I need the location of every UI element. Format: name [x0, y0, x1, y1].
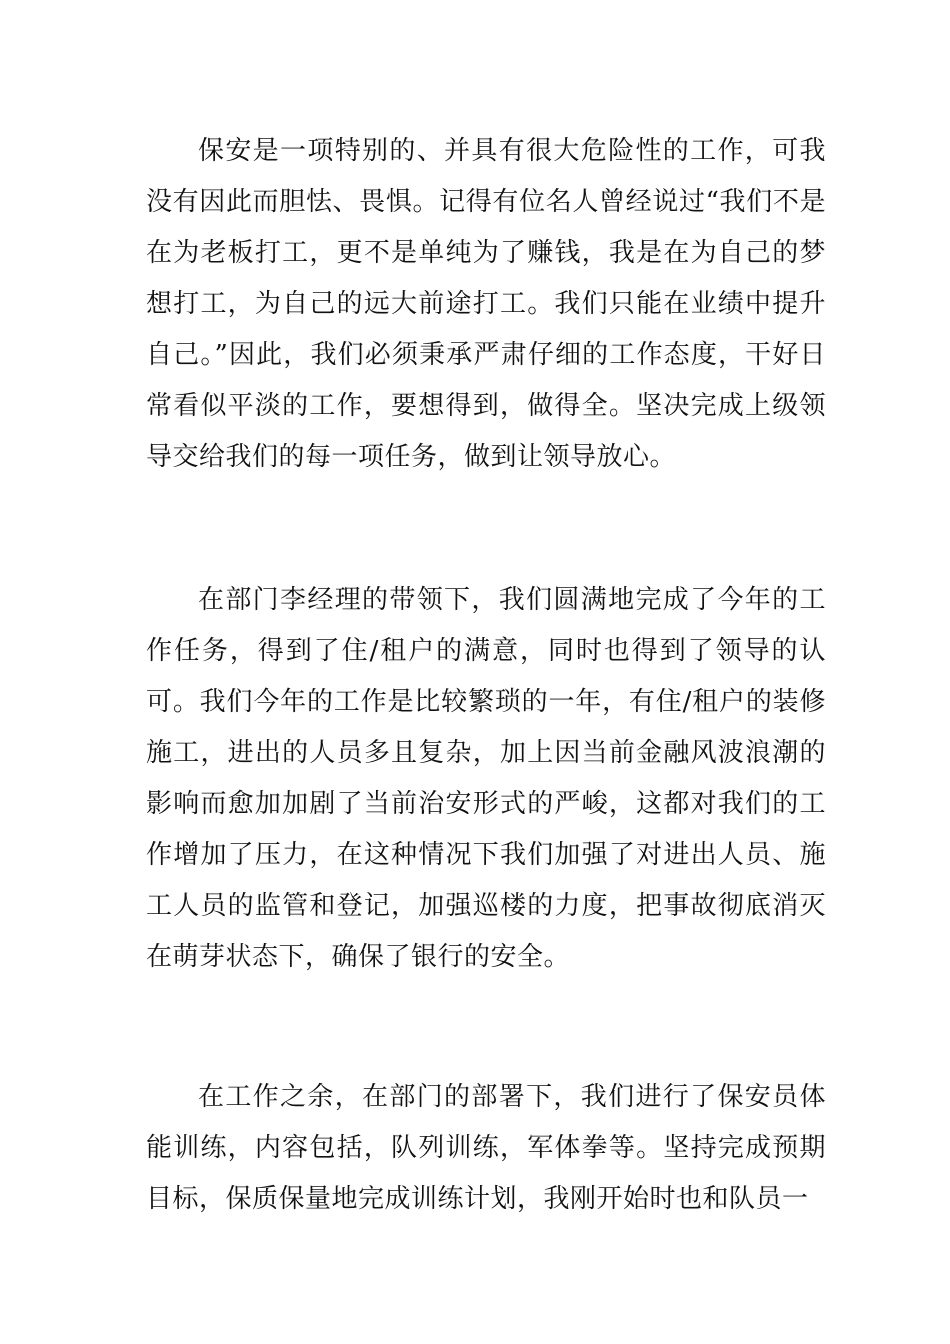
paragraph-3: 在工作之余，在部门的部署下，我们进行了保安员体能训练，内容包括，队列训练，军体拳等。坚持完成预期目标，保质保量地完成训练计划，我刚开始时也和队员一	[146, 1082, 826, 1214]
paragraph-1: 保安是一项特别的、并具有很大危险性的工作，可我没有因此而胆怯、畏惧。记得有位名人曾经说过“我们不是在为老板打工，更不是单纯为了赚钱，我是在为自己的梦想打工，为自己的远大前途打工。我们只能在业绩中提升自己。”因此，我们必须秉承严肃仔细的工作态度，干好日常看似平淡的工作，要想得到，做得全。坚决完成上级领导交给我们的每一项任务，做到让领导放心。	[146, 136, 826, 472]
paragraph-2: 在部门李经理的带领下，我们圆满地完成了今年的工作任务，得到了住/租户的满意，同时也得到了领导的认可。我们今年的工作是比较繁琐的一年，有住/租户的装修施工，进出的人员多且复杂，加上因当前金融风波浪潮的影响而愈加加剧了当前治安形式的严峻，这都对我们的工作增加了压力，在这种情况下我们加强了对进出人员、施工人员的监管和登记，加强巡楼的力度，把事故彻底消灭在萌芽状态下，确保了银行的安全。	[146, 585, 826, 972]
